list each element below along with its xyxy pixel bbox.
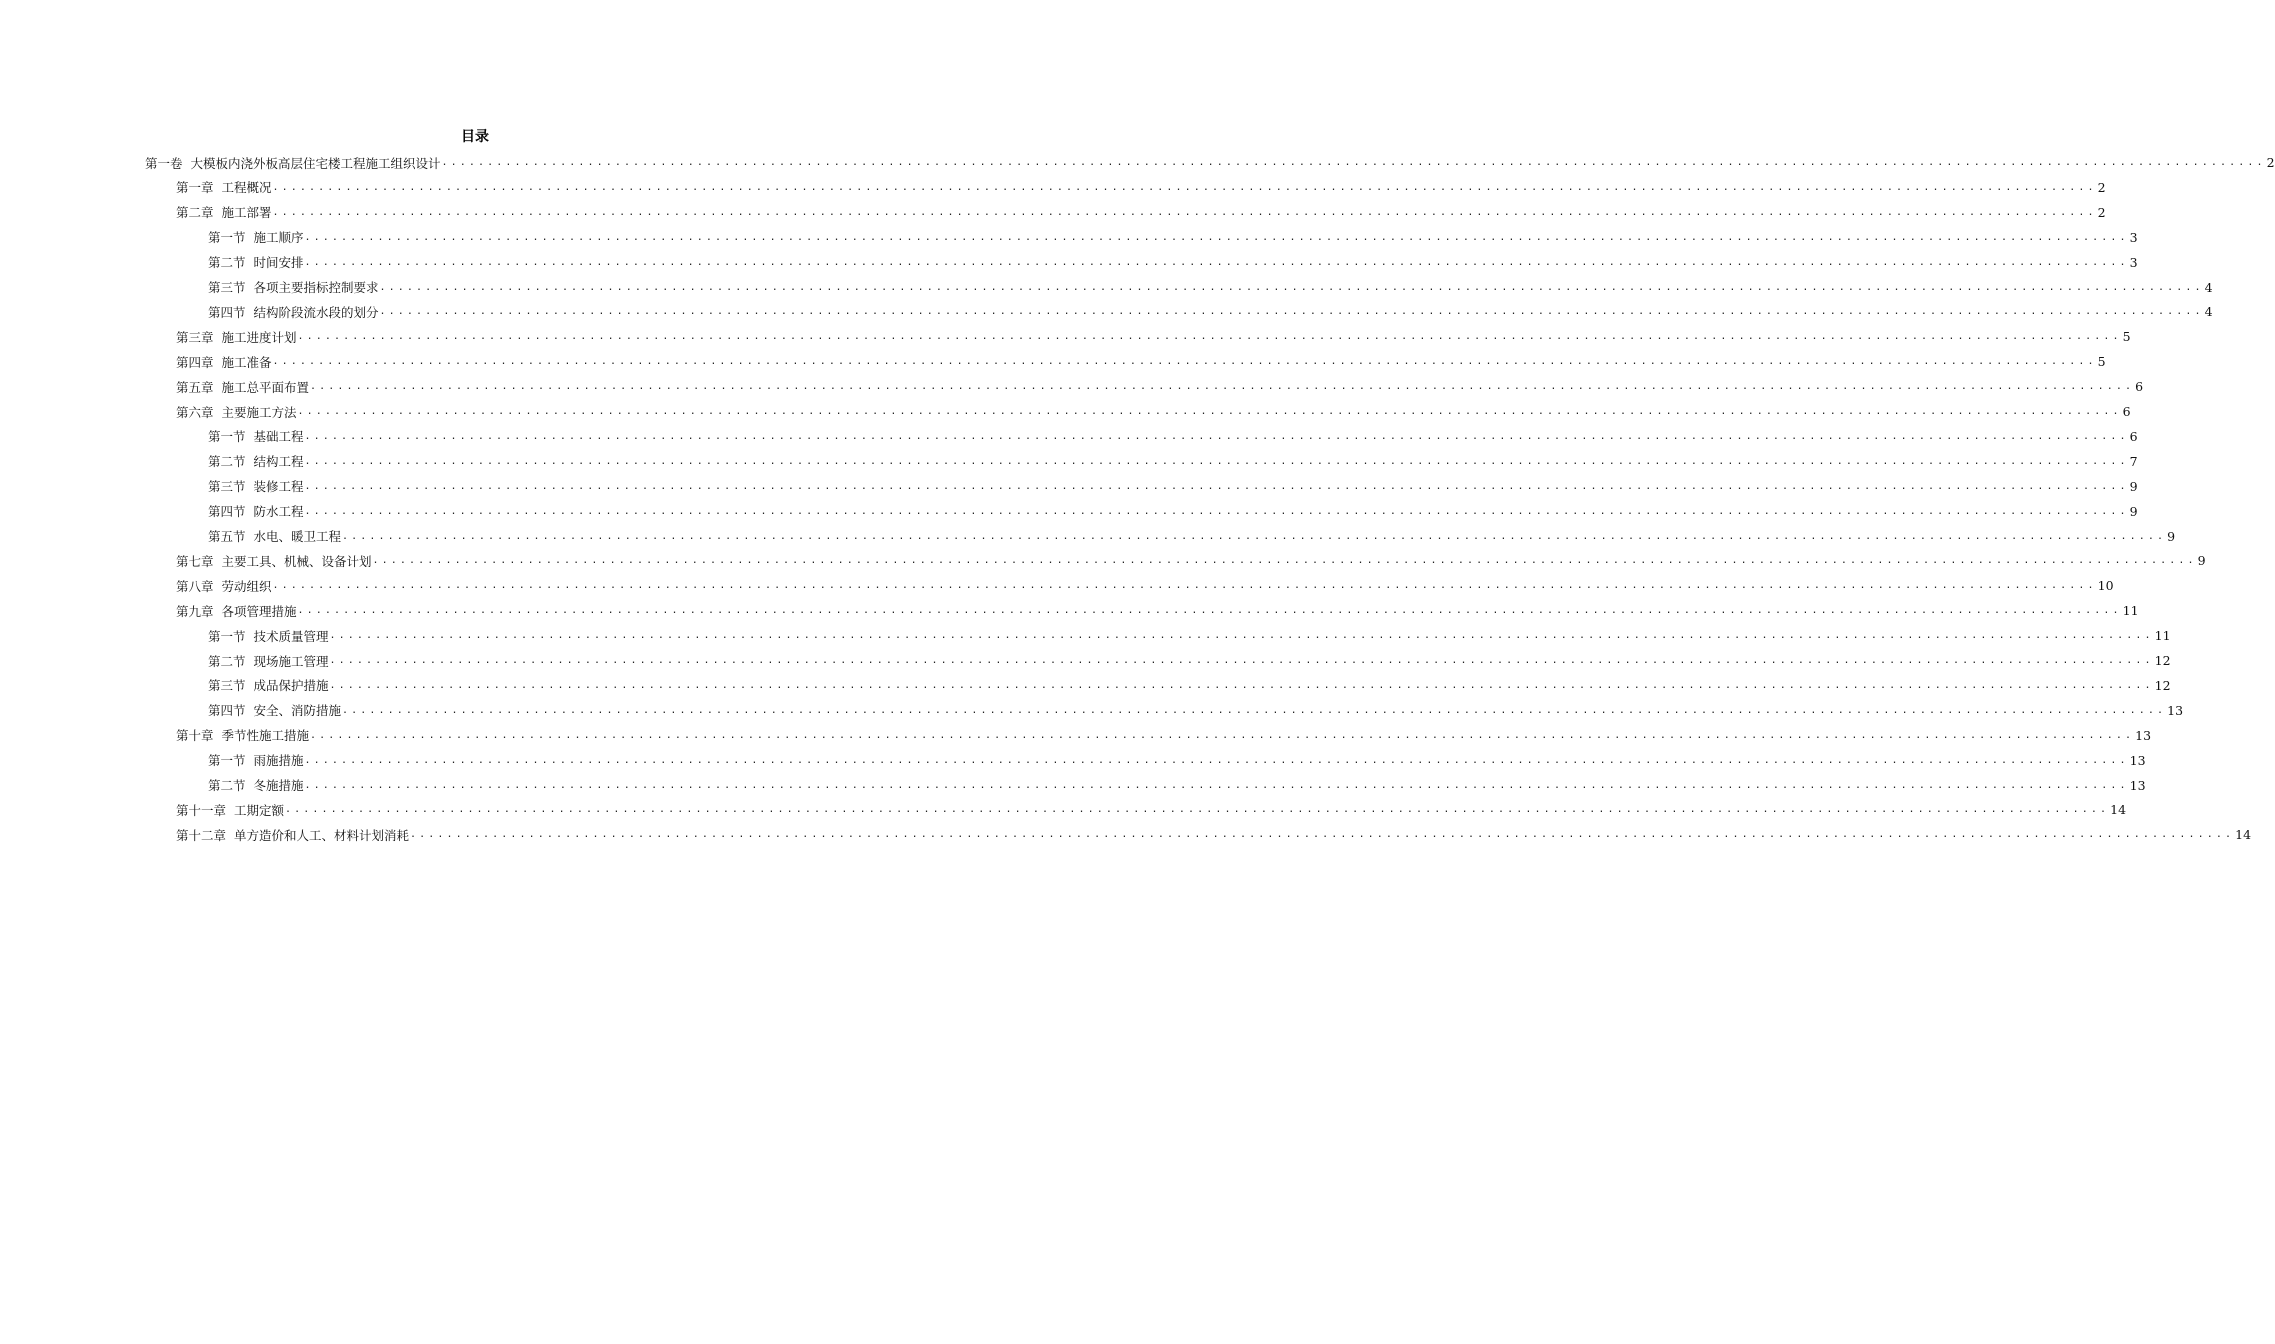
toc-entry-title: 主要工具、机械、设备计划 [221, 553, 372, 569]
toc-entry-number: 第七章 [176, 553, 214, 569]
toc-entry-title: 季节性施工措施 [221, 728, 310, 744]
toc-dot-leader: ........................................................................................................................................................................................................ [297, 406, 2122, 417]
toc-entry-title: 成品保护措施 [253, 678, 329, 694]
toc-entry-title: 安全、消防措施 [253, 703, 342, 719]
toc-dot-leader: ........................................................................................................................................................................................................ [329, 655, 2154, 666]
toc-entry-number: 第三章 [176, 329, 214, 345]
toc-entry[interactable] [208, 748, 2146, 773]
toc-entry-page-number: 10 [2097, 578, 2114, 594]
toc-entry-page-number: 2 [2266, 155, 2275, 170]
toc-entry[interactable] [208, 673, 2171, 698]
toc-entry-title: 大模板内浇外板高层住宅楼工程施工组织设计 [190, 155, 441, 171]
toc-entry-number: 第十二章 [176, 827, 227, 843]
toc-dot-leader: ........................................................................................................................................................................................................ [379, 281, 2204, 293]
toc-entry[interactable] [176, 200, 2106, 225]
toc-entry[interactable] [208, 698, 2184, 723]
toc-entry-number: 第一节 [208, 230, 246, 246]
toc-entry-number: 第十章 [176, 728, 214, 744]
toc-entry-number: 第十一章 [176, 802, 227, 818]
toc-entry-page-number: 9 [2129, 503, 2138, 519]
toc-entry[interactable] [208, 474, 2138, 499]
toc-entry-number: 第一卷 [145, 155, 183, 171]
toc-entry-number: 第九章 [176, 603, 214, 619]
toc-entry-title: 各项管理措施 [221, 603, 297, 619]
toc-entry-number: 第三节 [208, 479, 246, 495]
toc-entry[interactable] [176, 548, 2206, 573]
toc-entry[interactable] [208, 773, 2146, 798]
toc-entry[interactable] [208, 499, 2138, 524]
toc-entry-number: 第二节 [208, 454, 246, 470]
toc-dot-leader: ........................................................................................................................................................................................................ [272, 181, 2097, 193]
toc-entry-number: 第四节 [208, 304, 246, 320]
toc-entry[interactable] [176, 822, 2252, 847]
toc-entry[interactable] [176, 573, 2114, 598]
toc-entry[interactable] [176, 324, 2131, 349]
toc-entry-title: 技术质量管理 [253, 628, 329, 644]
toc-entry[interactable] [145, 150, 2275, 175]
toc-entry[interactable] [208, 424, 2138, 449]
toc-entry[interactable] [176, 723, 2152, 748]
toc-entry-number: 第四节 [208, 703, 246, 719]
toc-entry-title: 施工总平面布置 [221, 379, 310, 395]
toc-entry-title: 防水工程 [253, 504, 304, 520]
toc-dot-leader: ........................................................................................................................................................................................................ [342, 530, 2167, 542]
toc-entry-page-number: 12 [2154, 677, 2171, 693]
toc-entry-page-number: 2 [2097, 179, 2106, 195]
toc-dot-leader: ........................................................................................................................................................................................................ [379, 306, 2204, 318]
toc-entry[interactable] [176, 598, 2139, 623]
toc-entry-number: 第四章 [176, 354, 214, 370]
toc-dot-leader: ........................................................................................................................................................................................................ [441, 157, 2266, 168]
toc-entry-number: 第一节 [208, 628, 246, 644]
toc-entry[interactable] [208, 524, 2176, 549]
toc-entry-number: 第三节 [208, 280, 246, 295]
toc-entry-page-number: 6 [2122, 404, 2131, 419]
toc-entry-title: 单方造价和人工、材料计划消耗 [234, 827, 410, 843]
toc-entry-page-number: 6 [2129, 428, 2138, 444]
toc-entry-page-number: 3 [2129, 229, 2138, 245]
toc-entry-number: 第四节 [208, 504, 246, 520]
toc-dot-leader: ........................................................................................................................................................................................................ [310, 729, 2135, 741]
toc-dot-leader: ........................................................................................................................................................................................................ [297, 605, 2122, 617]
toc-entry-page-number: 4 [2204, 279, 2213, 295]
toc-entry-number: 第一节 [208, 753, 246, 769]
toc-entry-page-number: 6 [2135, 379, 2144, 395]
toc-entry[interactable] [176, 349, 2106, 374]
toc-entry[interactable] [176, 797, 2127, 822]
toc-entry-title: 装修工程 [253, 479, 304, 495]
toc-entry-title: 时间安排 [253, 255, 304, 271]
toc-dot-leader: ........................................................................................................................................................................................................ [304, 231, 2129, 243]
toc-dot-leader: ........................................................................................................................................................................................................ [329, 630, 2154, 642]
toc-title: 目录 [461, 129, 489, 145]
toc-entry-number: 第一章 [176, 180, 214, 196]
toc-entry-page-number: 4 [2204, 304, 2213, 320]
toc-dot-leader: ........................................................................................................................................................................................................ [272, 356, 2097, 368]
toc-entry-number: 第二节 [208, 778, 246, 793]
toc-dot-leader: ........................................................................................................................................................................................................ [297, 331, 2122, 343]
toc-dot-leader: ........................................................................................................................................................................................................ [410, 829, 2235, 841]
toc-entry-number: 第五节 [208, 529, 246, 544]
toc-entry-title: 冬施措施 [253, 778, 304, 793]
toc-entry-page-number: 9 [2129, 478, 2138, 494]
toc-dot-leader: ........................................................................................................................................................................................................ [304, 505, 2129, 517]
toc-dot-leader: ........................................................................................................................................................................................................ [304, 455, 2129, 467]
toc-entry[interactable] [208, 299, 2213, 324]
toc-dot-leader: ........................................................................................................................................................................................................ [304, 754, 2129, 766]
toc-entry[interactable] [208, 623, 2171, 648]
toc-entry-title: 施工准备 [221, 354, 272, 370]
toc-entry-title: 工期定额 [234, 802, 285, 818]
toc-entry-page-number: 11 [2154, 628, 2171, 644]
toc-entry-title: 基础工程 [253, 429, 304, 445]
toc-entry[interactable] [208, 275, 2213, 300]
toc-entry-page-number: 11 [2122, 603, 2139, 619]
toc-dot-leader: ........................................................................................................................................................................................................ [272, 580, 2097, 592]
toc-entry-number: 第二节 [208, 255, 246, 271]
toc-entry[interactable] [176, 175, 2106, 200]
toc-entry-page-number: 2 [2097, 204, 2106, 220]
toc-entry-page-number: 13 [2135, 727, 2152, 743]
toc-entry-page-number: 13 [2129, 777, 2146, 793]
toc-dot-leader: ........................................................................................................................................................................................................ [285, 804, 2110, 816]
toc-entry-title: 各项主要指标控制要求 [253, 280, 379, 295]
toc-entry[interactable] [176, 399, 2131, 424]
toc-dot-leader: ........................................................................................................................................................................................................ [372, 555, 2197, 567]
toc-dot-leader: ........................................................................................................................................................................................................ [342, 704, 2167, 716]
toc-entry[interactable] [208, 225, 2138, 250]
toc-entry-page-number: 7 [2129, 453, 2138, 469]
toc-dot-leader: ........................................................................................................................................................................................................ [329, 679, 2154, 691]
toc-entry-title: 劳动组织 [221, 578, 272, 594]
toc-entry-title: 主要施工方法 [221, 404, 297, 420]
toc-dot-leader: ........................................................................................................................................................................................................ [304, 430, 2129, 442]
toc-entry-title: 结构工程 [253, 454, 304, 470]
toc-entry-title: 施工进度计划 [221, 329, 297, 345]
toc-entry[interactable] [208, 449, 2138, 474]
toc-dot-leader: ........................................................................................................................................................................................................ [304, 256, 2129, 268]
toc-entry-title: 施工部署 [221, 205, 272, 221]
toc-entry-page-number: 5 [2097, 354, 2106, 370]
toc-entry[interactable] [176, 374, 2144, 399]
toc-entry-title: 施工顺序 [253, 230, 304, 246]
toc-entry[interactable] [208, 648, 2171, 673]
toc-dot-leader: ........................................................................................................................................................................................................ [272, 206, 2097, 218]
toc-entry-page-number: 9 [2167, 528, 2176, 544]
toc-entry-page-number: 12 [2154, 653, 2171, 668]
toc-entry-number: 第六章 [176, 404, 214, 420]
toc-entry-page-number: 5 [2122, 329, 2131, 345]
toc-entry-number: 第三节 [208, 678, 246, 694]
toc-entry-page-number: 3 [2129, 254, 2138, 270]
toc-entry-number: 第二节 [208, 653, 246, 669]
toc-entry[interactable] [208, 250, 2138, 275]
toc-entry-title: 结构阶段流水段的划分 [253, 304, 379, 320]
toc-entry-title: 雨施措施 [253, 753, 304, 769]
toc-entry-number: 第八章 [176, 578, 214, 594]
toc-entry-title: 工程概况 [221, 180, 272, 196]
toc-entry-number: 第一节 [208, 429, 246, 445]
toc-dot-leader: ........................................................................................................................................................................................................ [304, 779, 2129, 791]
toc-entry-page-number: 14 [2110, 802, 2127, 818]
toc-dot-leader: ........................................................................................................................................................................................................ [304, 480, 2129, 492]
toc-dot-leader: ........................................................................................................................................................................................................ [310, 381, 2135, 393]
toc-entry-title: 现场施工管理 [253, 653, 329, 669]
toc-entry-page-number: 13 [2167, 702, 2184, 718]
toc-entry-page-number: 14 [2235, 827, 2252, 843]
toc-entry-page-number: 13 [2129, 752, 2146, 768]
toc-entry-page-number: 9 [2197, 553, 2206, 569]
toc-entry-title: 水电、暖卫工程 [253, 529, 342, 544]
toc-entry-number: 第二章 [176, 205, 214, 221]
toc-entry-number: 第五章 [176, 379, 214, 395]
